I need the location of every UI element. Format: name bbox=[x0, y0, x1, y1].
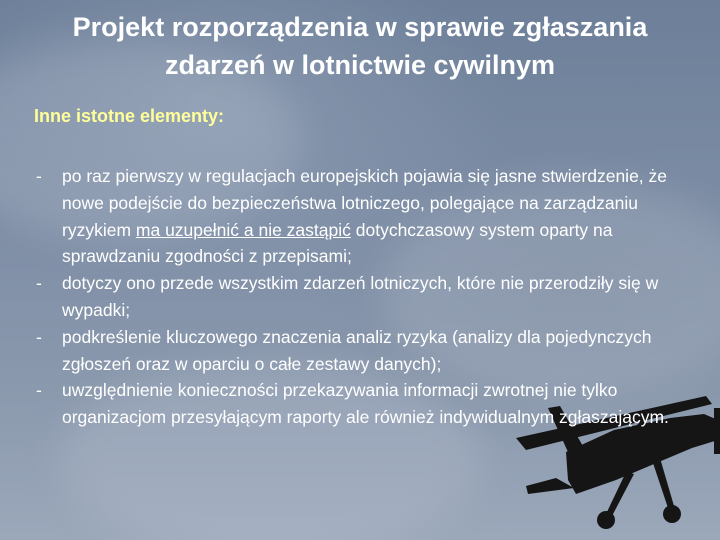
underlined-phrase: ma uzupełnić a nie zastąpić bbox=[135, 219, 351, 240]
bullet-dash: - bbox=[36, 326, 42, 347]
list-item bbox=[36, 270, 696, 324]
slide-title bbox=[0, 8, 720, 84]
bullet-text: dotychczasowy system oparty na sprawdzaniu zgodności z przepisami; bbox=[62, 219, 613, 267]
section-subtitle: Inne istotne elementy: bbox=[34, 106, 225, 126]
bullet-dash: - bbox=[36, 166, 42, 186]
bullet-dash: - bbox=[36, 380, 42, 401]
list-item bbox=[36, 324, 696, 378]
title-line-2: zdarzeń w lotnictwie cywilnym bbox=[164, 50, 556, 80]
title-line-1: Projekt rozporządzenia w sprawie zgłaszania bbox=[72, 12, 648, 42]
bullet-text: dotyczy ono przede wszystkim zdarzeń lotniczych, które nie przerodziły się w wypadki; bbox=[62, 273, 659, 320]
list-item bbox=[36, 163, 696, 270]
list-item bbox=[36, 377, 696, 431]
bullet-text: po raz pierwszy w regulacjach europejskich pojawia się jasne stwierdzenie, że nowe podejście do bezpieczeństwa lotniczego, polegające na zarządzaniu ryzykiem bbox=[62, 166, 668, 240]
bullet-dash: - bbox=[36, 273, 42, 294]
bullet-text: podkreślenie kluczowego znaczenia analiz ryzyka (analizy dla pojedynczych zgłoszeń oraz w oparciu o całe zestawy danych); bbox=[62, 326, 652, 374]
bullet-list bbox=[36, 163, 696, 431]
bullet-text: uwzględnienie konieczności przekazywania informacji zwrotnej nie tylko organizacjom przesyłającym raporty ale również indywidualnym zgłaszającym. bbox=[62, 380, 669, 428]
